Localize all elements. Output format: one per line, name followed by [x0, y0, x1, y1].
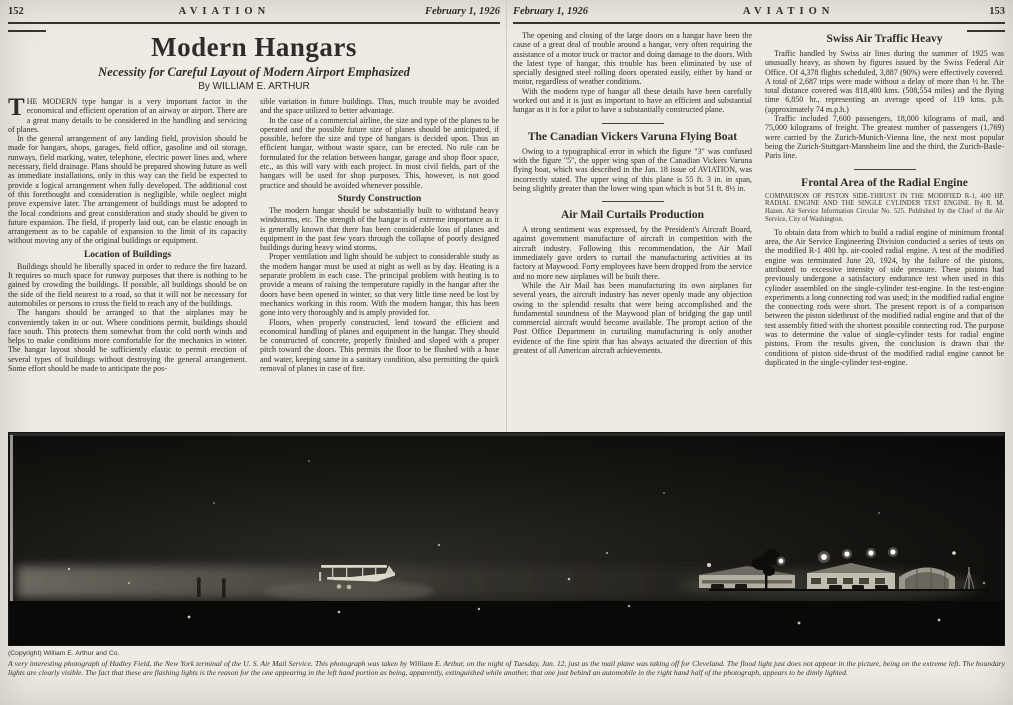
- paragraph-text: HE MODERN type hangar is a very important factor in the economical and efficient operation of an airway or airport. There are a great many details to be considered in the handling and servicing of planes.: [8, 97, 247, 134]
- journal-name: AVIATION: [742, 6, 835, 17]
- left-page-column-1: [8, 97, 247, 428]
- issue-date: February 1, 1926: [513, 6, 588, 17]
- page-152: [8, 6, 500, 428]
- paragraph: To obtain data from which to build a radial engine of minimum frontal area, the Air Service Engineering Division conducted a series of tests on the modified R-1 400 hp. air-cooled radial engine. A test of the modified engine was terminated June 20, 1924, by the failure of the pistons, attributed to excessive intensity of side pressure. These pistons had previously undergone a satisfactory endurance test when used in this cylinder assembled on the single-cylinder test-engine. In the test-engine experiments a long connecting rod was used; in the modified radial engine the connecting rods were short. The present report is of a comparison between the piston sidethrust of the modified radial engine and that of the test assembly fitted with the shortest possible connecting rod. The purpose was to determine the value of single-cylinder tests for radial engine pistons. From the results given, the conclusion is drawn that the conditions of piston side-thrust of the modified radial engine cannot be duplicated in the single-cylinder test-engine.: [765, 227, 1004, 367]
- paragraph: Floors, when properly constructed, lend toward the efficient and economical handling of planes and equipment in the hangar. They should be constructed of concrete, properly finished and sloped with a proper pitch toward the doors. This permits the floor to be flushed with a hose and water, keeping same in a sanitary condition, also permitting the quick removal of planes in case of fire.: [260, 317, 499, 374]
- left-page-columns: [8, 97, 500, 428]
- foreground: [9, 601, 1004, 645]
- folio-rule: [8, 30, 46, 32]
- article-subtitle: Necessity for Careful Layout of Modern Airport Emphasized: [98, 65, 410, 79]
- section-heading: Location of Buildings: [83, 249, 172, 260]
- folio-rule: [967, 30, 1005, 32]
- paragraph: Traffic included 7,600 passengers, 18,000 kilograms of mail, and 75,000 kilograms of freight. The greatest number of passengers (1,769) were carried by the Zurich-Munich-Vienna line, the next most popular being the Zurich-Stuttgart-Mannheim line and the third, the Zurich-Basle-Paris line.: [765, 114, 1004, 161]
- article-title-swiss: Swiss Air Traffic Heavy: [826, 33, 943, 45]
- page-153: [513, 6, 1005, 428]
- paragraph: [8, 97, 247, 134]
- section-divider: [854, 169, 916, 170]
- paragraph: The opening and closing of the large doors on a hangar have been the cause of a great deal of trouble around a hangar, very often requiring the assistance of a motor truck or tractor and doing damage to the doors. With the latest type of hangar, this trouble has been eliminated by use of specially designed steel rolling doors operated easily, either by hand or motor, regardless of weather conditions.: [513, 31, 752, 87]
- section-divider: [602, 201, 664, 202]
- right-page-column-2: [765, 31, 1004, 423]
- paragraph: Owing to a typographical error in which the figure "3" was confused with the figure "5", the upper wing span of the Canadian Vickers Varuna flying boat, which was described in the Jan. 18 issue of AVIATION, was incorrectly stated. The upper wing of this plane is 55 ft. 3 in. in span, being slightly greater than the lower wing span which is but 51 ft. 8½ in.: [513, 146, 752, 193]
- paragraph: With the modern type of hangar all these details have been carefully worked out and it is just as important to have an efficient and substantial hangar as it is for a pilot to have a substantially constructed plane.: [513, 86, 752, 115]
- paragraph: sible variation in future buildings. Thus, much trouble may be avoided and the space utilized to better advantage.: [260, 97, 499, 116]
- section-heading: Sturdy Construction: [337, 193, 422, 204]
- page-number: 152: [8, 6, 24, 17]
- right-page-columns: [513, 31, 1005, 423]
- article-title-airmail: Air Mail Curtails Production: [560, 209, 704, 222]
- left-page-header: [8, 6, 500, 24]
- drop-cap: T: [8, 97, 25, 121]
- night-airfield-photograph: [8, 432, 1005, 646]
- paragraph: Traffic handled by Swiss air lines during the summer of 1925 was unusually heavy, as shown by figures issued by the Swiss Federal Air Office. Of 4,378 flights scheduled, 3,887 (90%) were effectively covered. A total of 2,687 trips were made without a delay of more than ½ hr. The total distance covered was 818,400 kms. (508,554 miles) and the flying time 6,850 hr., representing an average speed of 119 kms. p.h. (approximately 74 m.p.h.): [765, 49, 1004, 114]
- article-title: Modern Hangars: [151, 32, 357, 62]
- photo-illustration: [9, 433, 1004, 645]
- right-page-column-1: [513, 31, 752, 423]
- center-fold-line: [506, 0, 507, 432]
- page-number: 153: [989, 6, 1005, 17]
- photo-caption: [8, 650, 1005, 677]
- paragraph: The modern hangar should be substantially built to withstand heavy windstorms, etc. The strength of the hangar is of extreme importance as it is generally known that there has been considerable loss of planes and equipment in the past few years through the collapse of poorly designed buildings during heavy wind storms.: [260, 205, 499, 253]
- photo-copyright: (Copyright) William E. Arthur and Co.: [8, 650, 120, 657]
- issue-date: February 1, 1926: [425, 6, 500, 17]
- paragraph: While the Air Mail has been manufacturing its own airplanes for several years, the aircraft industry has never openly made any objection owing to the splendid results that were being accomplished and the fundamental soundness of the Maywood plan of bridging the gap until commercial aircraft would become available. The prompt action of the Post Office Department in curtailing manufacturing is only another evidence of the fine spirit that has always actuated the direction of this greatest of all American aircraft achievements.: [513, 280, 752, 356]
- section-divider: [602, 123, 664, 124]
- article-byline: By WILLIAM E. ARTHUR: [198, 81, 310, 92]
- paragraph: Proper ventilation and light should be subject to considerable study as the modern hangar must be used at night as well as by day. Heating is a separate problem in each case. The principal problem with heating is to provide a means of raising the temperature rapidly in the hangar after the doors have been opened in winter, so that very little time need be lost by mechanics working in this room. With the modern hangar, this has been gone into very thoroughly and is amply provided for.: [260, 252, 499, 318]
- paragraph: Buildings should be liberally spaced in order to reduce the fire hazard. It requires so much space for runway purposes that there is nothing to be gained by crowding the buildings. If possible, all buildings should be on the side of the field nearest to a road, so that it will not be necessary for automobiles or persons to cross the field to reach any of the buildings.: [8, 261, 247, 308]
- citation-paragraph: COMPARISON OF PISTON SIDE-THRUST IN THE MODIFIED R-1, 400 HP. RADIAL ENGINE AND THE SINGLE CYLINDER TEST ENGINE. By R. M. Hazen. Air Service Information Circular No. 525. Published by the Chief of the Air Service, City of Washington.: [765, 192, 1004, 223]
- paragraph: A strong sentiment was expressed, by the President's Aircraft Board, against government manufacture of aircraft in competition with the aircraft industry. Following this recommendation, the Air Mail immediately gave orders to curtail the manufacturing activities at its factory at Maywood. Forty employees have been dropped from the service and no more new airplanes will be built there.: [513, 225, 752, 281]
- left-page-column-2: [260, 97, 499, 428]
- paragraph: In the case of a commercial airline, the size and type of the planes to be operated and the possible future size of planes should be anticipated, if possible, before the size and type of hangars is decided upon. Thus an efficient hangar, without waste space, can be erected. No rule can be formulated for the relation between hangar, garage and shop floor space, etc., as this will vary with each project. In most civil fields, part of the hangars will be used for shop purposes. This, however, is not good practice and should be avoided whenever possible.: [260, 115, 499, 190]
- right-page-header: [513, 6, 1005, 24]
- paragraph: The hangars should be arranged so that the airplanes may be conveniently taken in or out. Where conditions permit, buildings should face south. This protects them somewhat from the cold north winds and helps to make conditions more comfortable for the mechanics in winter. The hangar layout should be sufficiently elastic to permit erection of several types of buildings without destroying the general arrangement. Some effort should be made to anticipate the pos-: [8, 308, 247, 374]
- article-title-frontal: Frontal Area of the Radial Engine: [801, 176, 968, 189]
- journal-name: AVIATION: [178, 6, 271, 17]
- paragraph: In the general arrangement of any landing field, provision should be made for hangars, shops, garages, field office, gasoline and oil storage, runways, field marking, water, telephone, electric power lines and, where necessary, field drainage. Plans should be prepared showing future as well as immediate installations, only in this way can the field be expected to provide a logical arrangement when fully developed. The additional cost of this forethought and consideration is negligible, while neglect might prove expensive later. The arrangement of buildings must be adopted to the local conditions and great consideration and study should be given to future expansion. The field, if properly laid out, can be elastic enough in arrangement as to be capable of expansion to the limit of its capacity without moving any of the original buildings or equipment.: [8, 134, 247, 246]
- photo-caption-text: A very interesting photograph of Hadley Field, the New York terminal of the U. S. Air Mail Service. This photograph was taken by William E. Arthur, on the night of Tuesday, Jan. 12, just as the mail plane was taking off for Cleveland. The flood light just does not appear in the picture, being on the extreme left. The boundary lights are clearly visible. The fact that these are flashing lights is the reason for the one appearing in the left hand portion as being, apparently, extinguished while another, that one just behind an automobile in the right hand half of the photograph, appears to be dimly lighted.: [8, 659, 1005, 677]
- article-title-varuna: The Canadian Vickers Varuna Flying Boat: [527, 130, 738, 143]
